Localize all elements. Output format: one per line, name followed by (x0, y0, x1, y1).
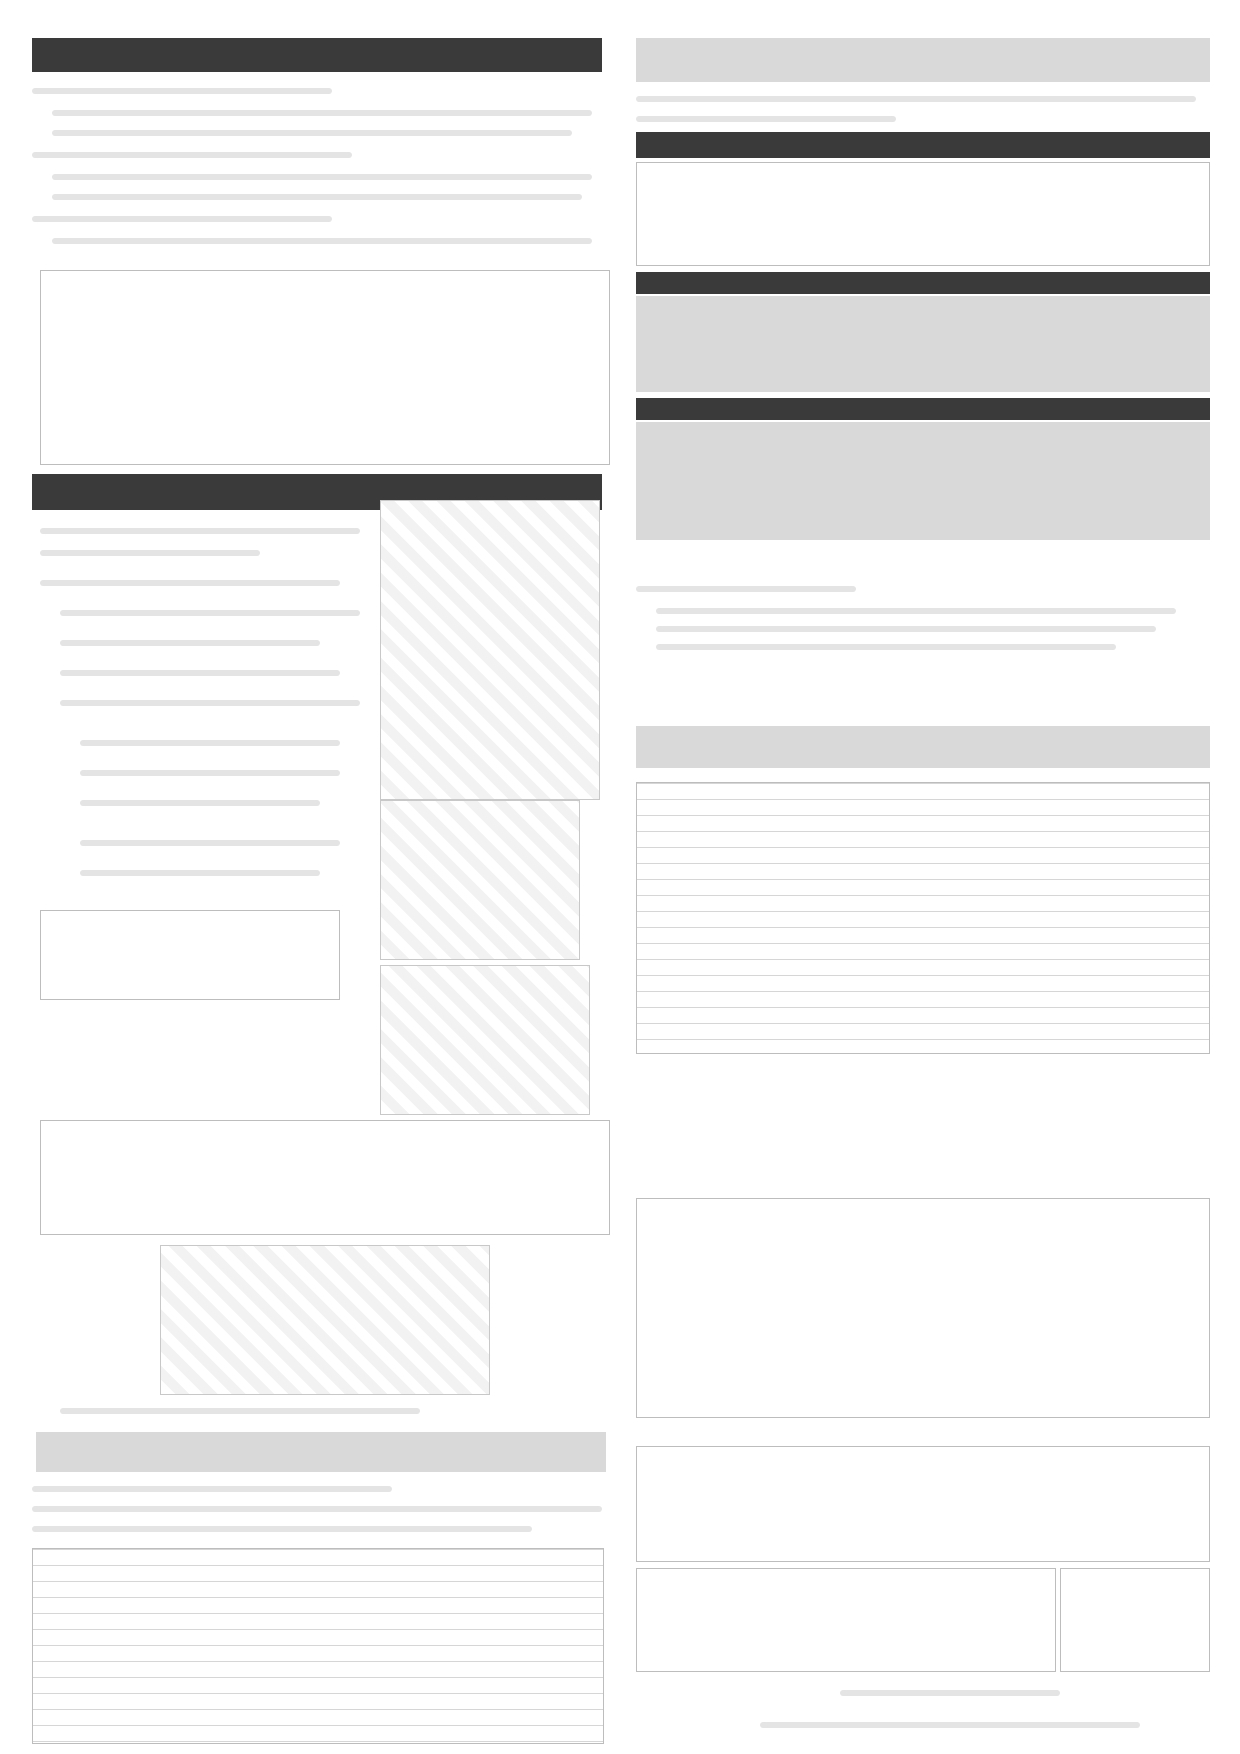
figure-press-center (380, 800, 580, 960)
specs-table (636, 782, 1210, 1054)
consult-contact-block (636, 296, 1210, 392)
customer-memo (636, 1568, 1056, 1672)
check-step (60, 1402, 460, 1420)
notice-box-2 (40, 1120, 610, 1235)
figure-shutter (160, 1245, 490, 1395)
section-header-cleaning (32, 38, 602, 72)
repair-contact-block (636, 422, 1210, 540)
consult-window-header (636, 272, 1210, 294)
consult-info (636, 162, 1210, 266)
section-header-troubleshoot (36, 1432, 606, 1472)
caution-box (40, 910, 340, 1000)
troubleshoot-table (32, 1548, 604, 1744)
after-service-text (636, 90, 1216, 126)
section-header-specs (636, 726, 1210, 768)
section-header-after-service (636, 38, 1210, 82)
figure-fan-blade (380, 500, 600, 800)
assembly-steps (40, 520, 380, 900)
repair-window-header (636, 398, 1210, 420)
long-term-use-notice (636, 1198, 1210, 1418)
company-name-block (760, 1682, 1160, 1742)
notice-box (40, 270, 610, 465)
figure-panel (380, 965, 590, 1115)
parts-retention (636, 580, 1216, 670)
inspection-box (636, 1446, 1210, 1562)
consult-header (636, 132, 1210, 158)
recycling-note (1060, 1568, 1210, 1672)
troubleshoot-text (32, 1480, 612, 1540)
cleaning-text-block (32, 82, 612, 262)
